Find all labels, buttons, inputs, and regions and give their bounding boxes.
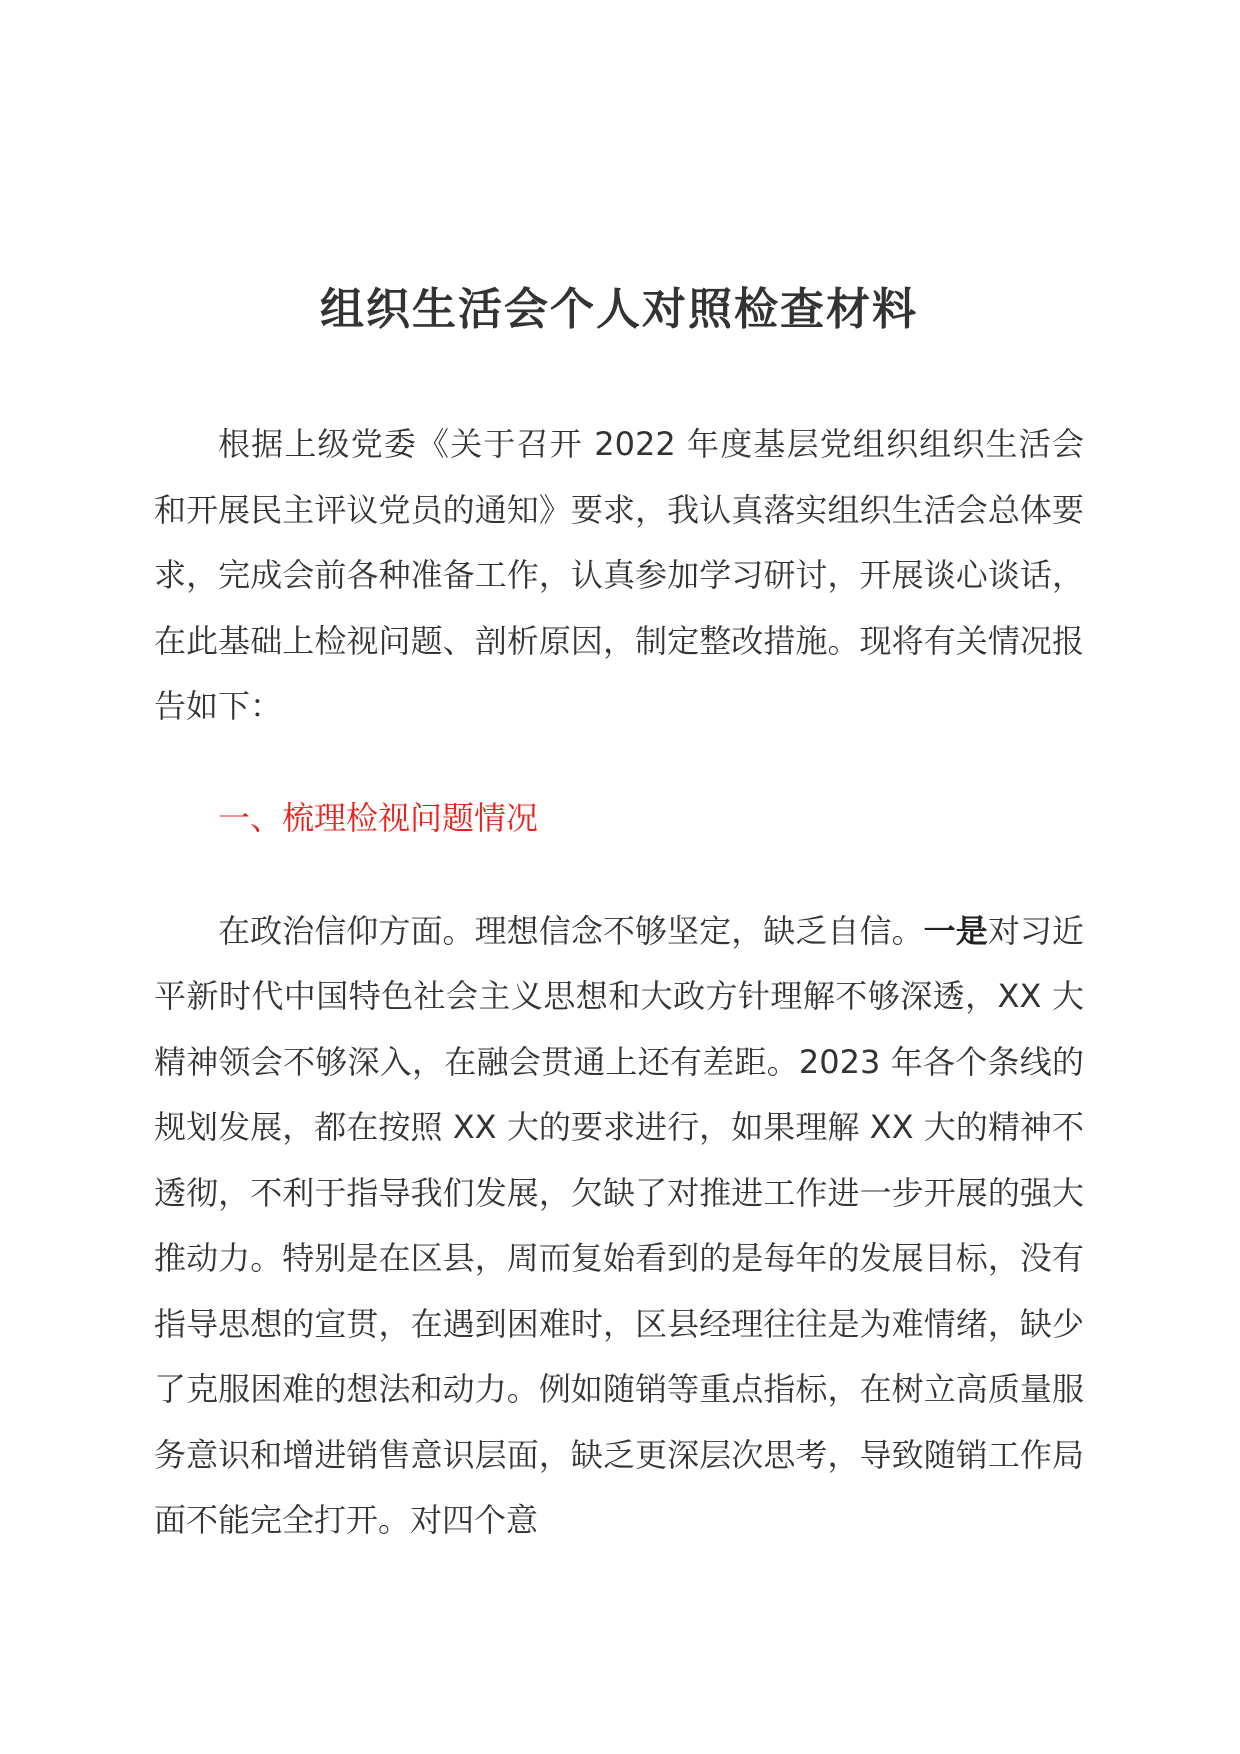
body-paragraph: [154, 899, 1084, 1554]
intro-paragraph: 根据上级党委《关于召开 2022 年度基层党组织组织生活会和开展民主评议党员的通知》要求，我认真落实组织生活会总体要求，完成会前各种准备工作，认真参加学习研讨，开展谈心谈话，在此基础上检视问题、剖析原因，制定整改措施。现将有关情况报告如下：: [154, 425, 1084, 725]
document-content: [154, 270, 1084, 1554]
section-heading: 一、梳理检视问题情况: [218, 798, 539, 837]
bold-marker-text: 一是: [923, 911, 988, 950]
document-title: 组织生活会个人对照检查材料: [320, 284, 918, 335]
paragraph-lead-text: 在政治信仰方面。理想信念不够坚定，缺乏自信。: [218, 911, 924, 950]
paragraph-rest-text: 对习近平新时代中国特色社会主义思想和大政方针理解不够深透，XX 大精神领会不够深入，在融会贯通上还有差距。2023 年各个条线的规划发展，都在按照 XX 大的要求进行，如果理解 XX 大的精神不透彻，不利于指导我们发展，欠缺了对推进工作进一步开展的强大推动力。特别是在区县，周而复始看到的是每年的发展目标，没有指导思想的宣贯，在遇到困难时，区县经理往往是为难情绪，缺少了克服困难的想法和动力。例如随销等重点指标，在树立高质量服务意识和增进销售意识层面，缺乏更深层次思考，导致随销工作局面不能完全打开。对四个意: [154, 911, 1084, 1539]
